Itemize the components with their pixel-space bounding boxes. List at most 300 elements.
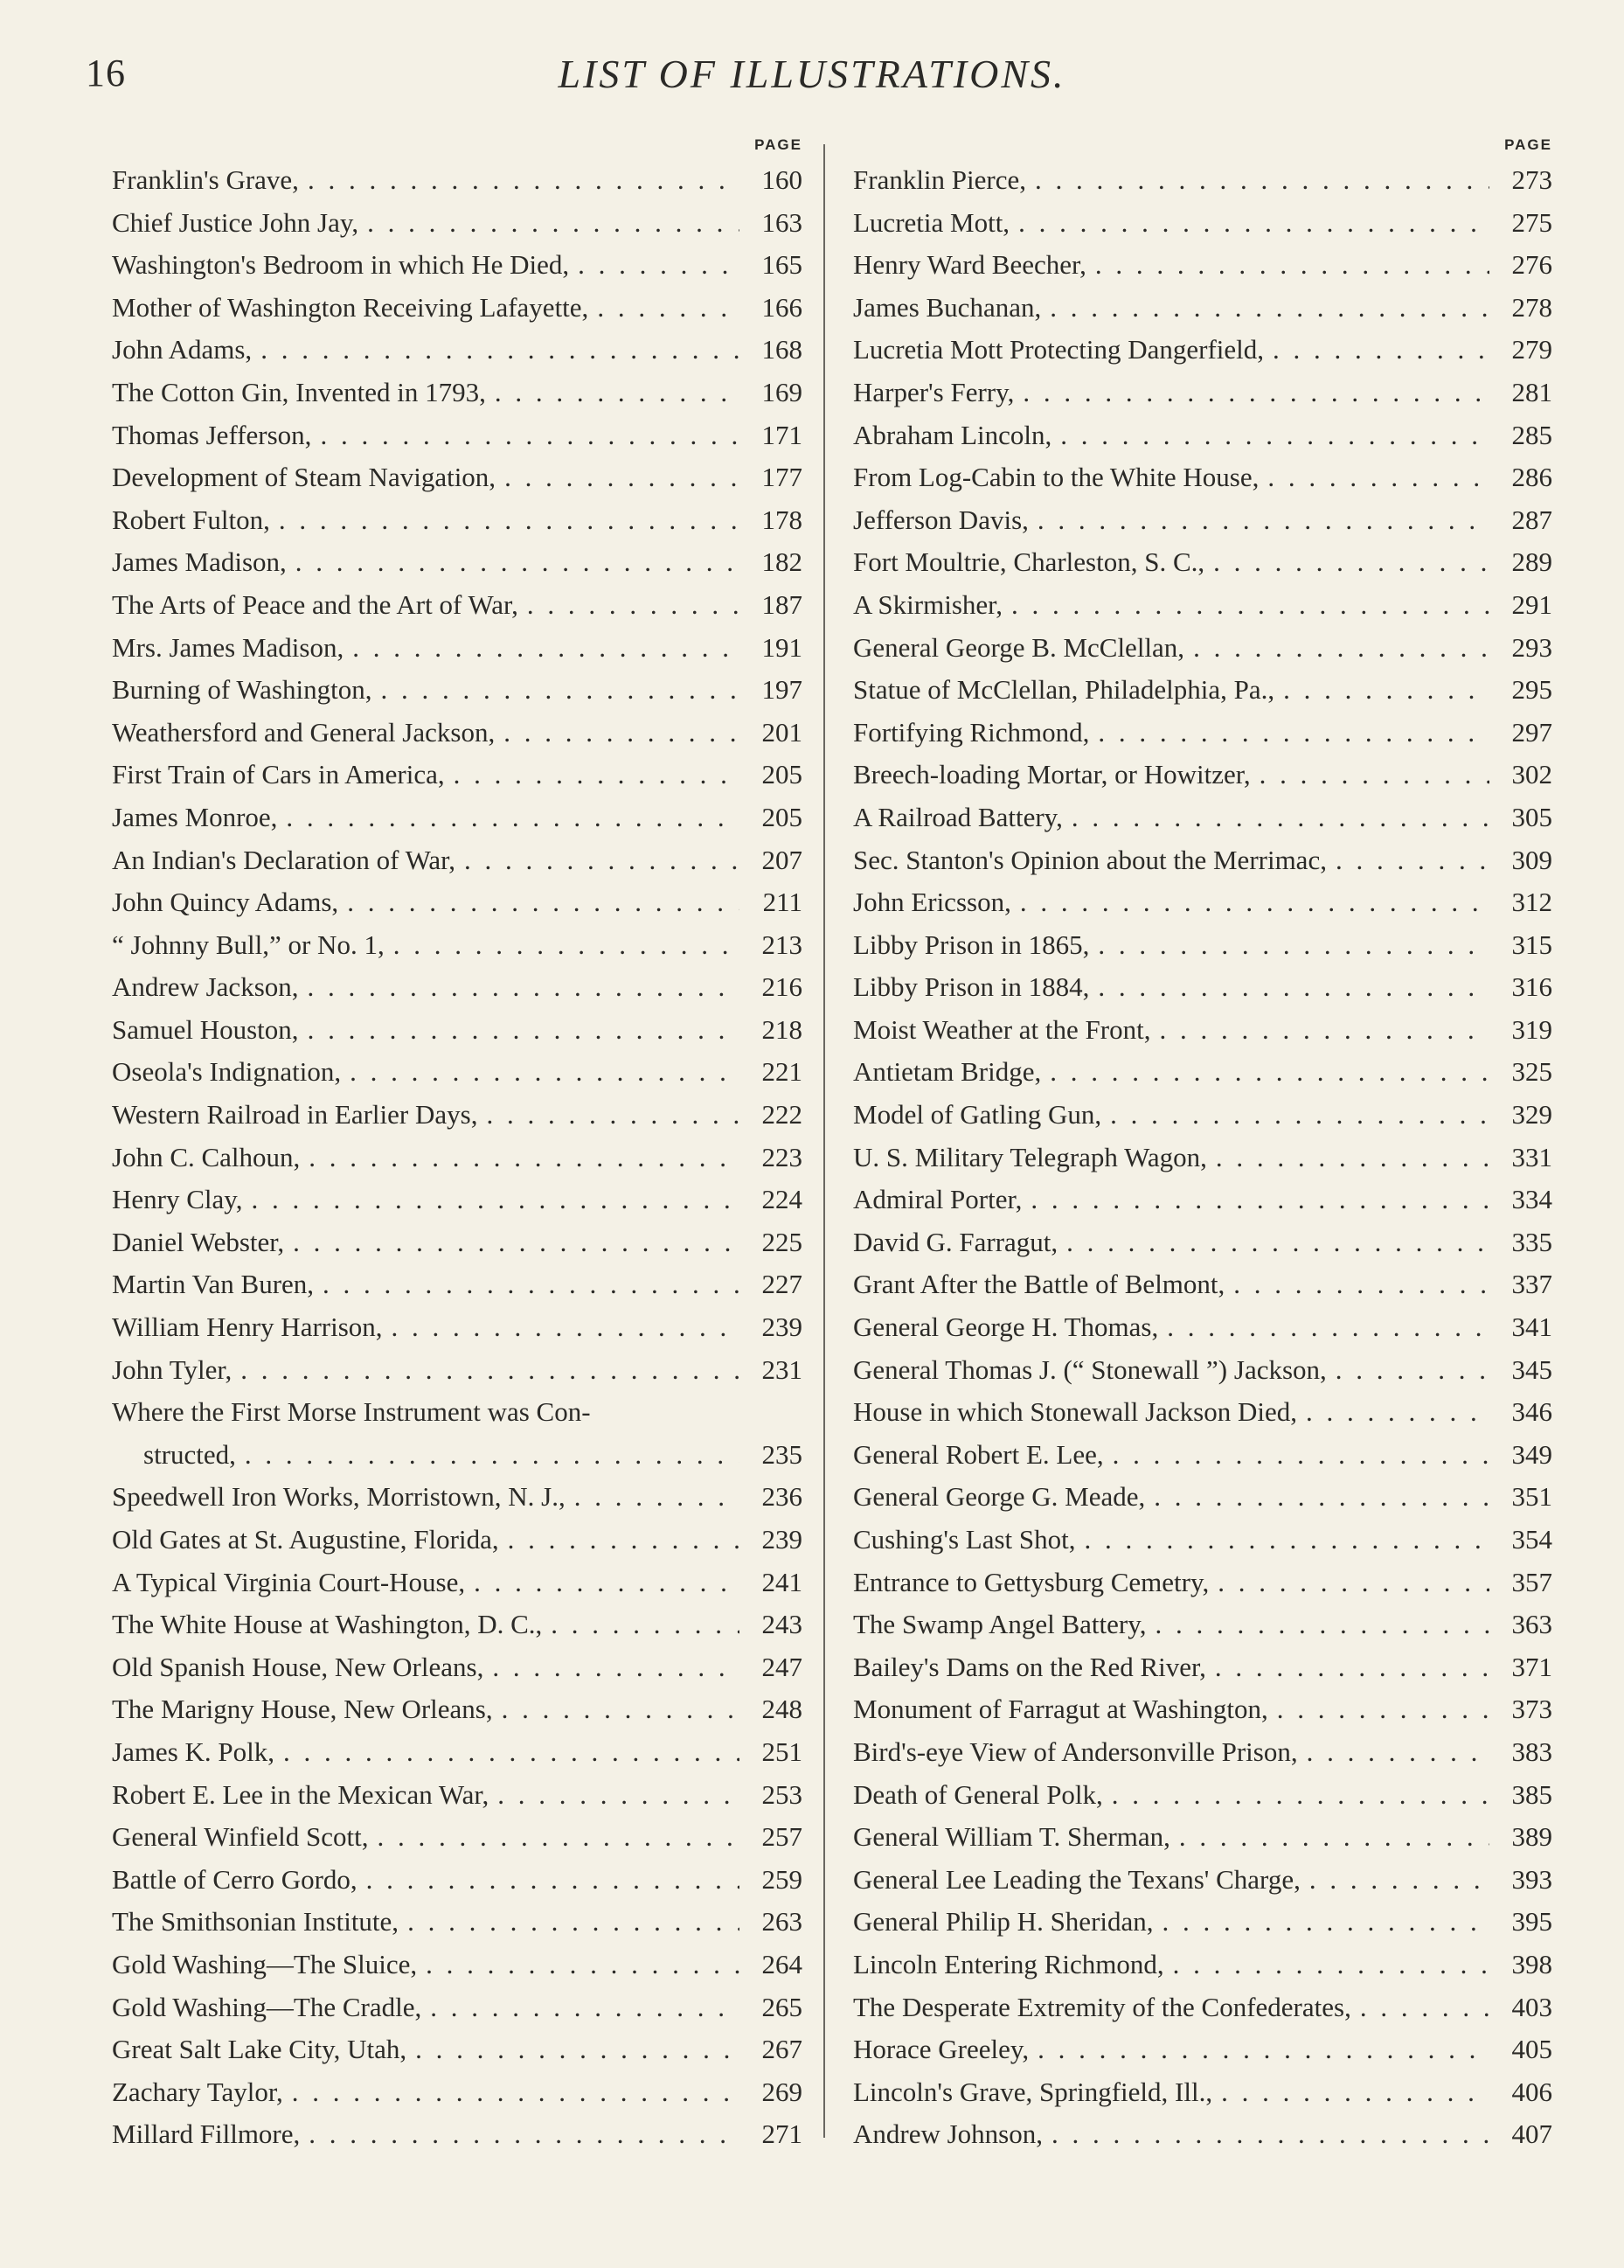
entry-title: General Robert E. Lee, (853, 1438, 1104, 1470)
entry-title: Zachary Taylor, (112, 2076, 283, 2107)
entry-title: Old Spanish House, New Orleans, (112, 1651, 484, 1682)
entry-title: “ Johnny Bull,” or No. 1, (112, 929, 385, 960)
dot-leader (489, 1774, 739, 1817)
dot-leader (1170, 1816, 1489, 1859)
entry-title: Statue of McClellan, Philadelphia, Pa., (853, 674, 1275, 706)
entry-title: A Typical Virginia Court-House, (112, 1566, 466, 1597)
dot-leader (495, 712, 739, 755)
illustration-entry (112, 1009, 802, 1052)
illustration-entry (853, 1434, 1552, 1477)
dot-leader (1298, 1731, 1489, 1774)
dot-leader (274, 1731, 739, 1774)
entry-page-number: 334 (1511, 1184, 1552, 1215)
entry-title: Washington's Bedroom in which He Died, (112, 249, 570, 281)
entry-title: General Winfield Scott, (112, 1821, 369, 1853)
entry-title: Development of Steam Navigation, (112, 462, 496, 493)
entry-page-number: 309 (1511, 844, 1552, 875)
entry-title: The Arts of Peace and the Art of War, (112, 588, 518, 620)
illustration-entry (112, 1986, 802, 2029)
entry-title: A Skirmisher, (853, 588, 1003, 620)
dot-leader (566, 1476, 739, 1519)
entry-title: Abraham Lincoln, (853, 419, 1052, 450)
entry-page-number: 165 (761, 249, 802, 281)
entry-page-number: 178 (761, 504, 802, 535)
entry-page-number: 191 (761, 631, 802, 663)
entry-page-number: 197 (761, 674, 802, 706)
entry-title: Fortifying Richmond, (853, 716, 1090, 748)
entry-page-number: 269 (761, 2076, 802, 2107)
illustration-entry (112, 202, 802, 245)
entry-title: Lincoln's Grave, Springfield, Ill., (853, 2076, 1213, 2107)
page-number: 16 (86, 52, 126, 94)
dot-leader (287, 541, 739, 584)
dot-leader (1146, 1604, 1489, 1646)
entry-page-number: 273 (1511, 164, 1552, 195)
dot-leader (371, 669, 739, 712)
entry-page-number: 406 (1511, 2076, 1552, 2107)
entry-title: Grant After the Battle of Belmont, (853, 1269, 1225, 1300)
entry-title: John Adams, (112, 334, 253, 365)
entry-title: Jefferson Davis, (853, 504, 1029, 535)
entry-page-number: 275 (1511, 206, 1552, 238)
entry-page-number: 231 (761, 1353, 802, 1385)
entry-page-number: 341 (1511, 1311, 1552, 1343)
entry-page-number: 335 (1511, 1226, 1552, 1257)
illustration-entry (853, 1688, 1552, 1731)
illustration-entry (853, 1221, 1552, 1264)
dot-leader (1051, 414, 1489, 457)
dot-leader (518, 584, 739, 627)
illustration-entry (112, 1859, 802, 1902)
entry-page-number: 221 (761, 1056, 802, 1088)
entry-page-number: 239 (761, 1311, 802, 1343)
dot-leader (1089, 712, 1489, 755)
entry-title: General Thomas J. (“ Stonewall ”) Jackson, (853, 1353, 1327, 1385)
dot-leader (1259, 456, 1489, 499)
dot-leader (1206, 1646, 1489, 1689)
dot-leader (1063, 797, 1489, 839)
dot-leader (1209, 1562, 1489, 1604)
entry-title: General George H. Thomas, (853, 1311, 1159, 1343)
dot-leader (1043, 2113, 1489, 2156)
illustration-entry (853, 1816, 1552, 1859)
illustration-entry (112, 712, 802, 755)
entry-page-number: 291 (1511, 588, 1552, 620)
entry-title: David G. Farragut, (853, 1226, 1058, 1257)
entry-title: Franklin's Grave, (112, 164, 299, 195)
dot-leader (1327, 1349, 1489, 1392)
entry-title: Weathersford and General Jackson, (112, 716, 496, 748)
entry-page-number: 385 (1511, 1778, 1552, 1810)
entry-page-number: 337 (1511, 1269, 1552, 1300)
illustration-entry (112, 1646, 802, 1689)
entry-page-number: 267 (761, 2034, 802, 2065)
entry-title: Entrance to Gettysburg Cemetry, (853, 1566, 1210, 1597)
dot-leader (1058, 1221, 1489, 1264)
entry-title: The Swamp Angel Battery, (853, 1609, 1147, 1640)
entry-title: Millard Fillmore, (112, 2118, 301, 2150)
illustration-entry (112, 414, 802, 457)
entry-page-number: 279 (1511, 334, 1552, 365)
illustration-entry (853, 202, 1552, 245)
entry-title: Thomas Jefferson, (112, 419, 312, 450)
entry-page-number: 201 (761, 716, 802, 748)
entry-title: Admiral Porter, (853, 1184, 1023, 1215)
dot-leader (1212, 2071, 1489, 2114)
dot-leader (1010, 202, 1489, 245)
entry-page-number: 253 (761, 1778, 802, 1810)
entry-page-number: 207 (761, 844, 802, 875)
illustration-entry (853, 1306, 1552, 1349)
dot-leader (357, 1859, 739, 1902)
illustration-entry (112, 244, 802, 287)
entry-title: General George B. McClellan, (853, 631, 1185, 663)
entry-title: General Philip H. Sheridan, (853, 1906, 1154, 1938)
entry-page-number: 264 (761, 1948, 802, 1979)
entry-page-number: 241 (761, 1566, 802, 1597)
illustration-entry (853, 1646, 1552, 1689)
dot-leader (1150, 1009, 1489, 1052)
entry-title: Chief Justice John Jay, (112, 206, 359, 238)
entry-page-number: 285 (1511, 419, 1552, 450)
entry-title: James K. Polk, (112, 1736, 274, 1767)
entry-title: Western Railroad in Earlier Days, (112, 1099, 478, 1131)
illustration-entry (112, 584, 802, 627)
entry-title: An Indian's Declaration of War, (112, 844, 455, 875)
entry-title: Horace Greeley, (853, 2034, 1030, 2065)
entry-page-number: 171 (761, 419, 802, 450)
illustration-entry (853, 1009, 1552, 1052)
entry-title: First Train of Cars in America, (112, 759, 445, 790)
illustration-entry (112, 1221, 802, 1264)
dot-leader (283, 2071, 739, 2114)
illustration-entry (853, 1137, 1552, 1179)
entry-page-number: 218 (761, 1013, 802, 1045)
entry-title: General Lee Leading the Texans' Charge, (853, 1863, 1301, 1895)
dot-leader (483, 1646, 739, 1689)
left-entry-list (112, 159, 802, 2156)
entry-title: Andrew Johnson, (853, 2118, 1043, 2150)
illustration-entry (112, 1434, 802, 1477)
dot-leader (1026, 159, 1489, 202)
entry-page-number: 223 (761, 1141, 802, 1172)
entry-title: Franklin Pierce, (853, 164, 1027, 195)
right-page-label: PAGE (1504, 136, 1552, 153)
entry-page-number: 345 (1511, 1353, 1552, 1385)
entry-page-number: 163 (761, 206, 802, 238)
dot-leader (1011, 881, 1489, 924)
dot-leader (477, 1094, 739, 1137)
illustration-entry (112, 924, 802, 967)
dot-leader (499, 1519, 739, 1562)
dot-leader (569, 244, 739, 287)
entry-title: Libby Prison in 1884, (853, 971, 1090, 1003)
dot-leader (1158, 1306, 1489, 1349)
entry-title: Sec. Stanton's Opinion about the Merrimac, (853, 844, 1327, 875)
entry-title: Breech-loading Mortar, or Howitzer, (853, 759, 1251, 790)
entry-page-number: 263 (761, 1906, 802, 1938)
left-page-label: PAGE (754, 136, 802, 153)
dot-leader (542, 1604, 739, 1646)
dot-leader (1029, 499, 1489, 542)
entry-page-number: 281 (1511, 376, 1552, 407)
entry-title: James Buchanan, (853, 291, 1042, 323)
entry-title: Mother of Washington Receiving Lafayette, (112, 291, 589, 323)
entry-title: General George G. Meade, (853, 1481, 1146, 1513)
entry-title: Andrew Jackson, (112, 971, 299, 1003)
dot-leader (1184, 627, 1489, 670)
entry-title: William Henry Harrison, (112, 1311, 383, 1343)
illustration-entry (112, 372, 802, 414)
entry-title: House in which Stonewall Jackson Died, (853, 1396, 1297, 1428)
illustration-entry (853, 456, 1552, 499)
entry-title: General William T. Sherman, (853, 1821, 1170, 1853)
illustration-entry (853, 1604, 1552, 1646)
left-column (112, 131, 802, 2156)
entry-title: Lucretia Mott Protecting Dangerfield, (853, 334, 1265, 365)
entry-page-number: 251 (761, 1736, 802, 1767)
entry-title: Burning of Washington, (112, 674, 372, 706)
entry-page-number: 276 (1511, 249, 1552, 281)
dot-leader (1264, 329, 1489, 372)
illustration-entry (853, 754, 1552, 797)
entry-page-number: 371 (1511, 1651, 1552, 1682)
dot-leader (358, 202, 739, 245)
right-column (853, 131, 1552, 2156)
entry-title: James Madison, (112, 546, 287, 578)
entry-title: John Ericsson, (853, 887, 1011, 918)
entry-page-number: 213 (761, 929, 802, 960)
illustration-entry (112, 1562, 802, 1604)
running-head: LIST OF ILLUSTRATIONS. (558, 52, 1066, 96)
illustration-entry (853, 584, 1552, 627)
entry-page-number: 216 (761, 971, 802, 1003)
illustration-entry (853, 372, 1552, 414)
illustration-entry (112, 159, 802, 202)
illustration-entry (112, 1519, 802, 1562)
entry-title: Death of General Polk, (853, 1778, 1103, 1810)
dot-leader (1101, 1094, 1489, 1137)
illustration-entry (853, 839, 1552, 882)
dot-leader (1014, 372, 1489, 414)
entry-title: Libby Prison in 1865, (853, 929, 1090, 960)
illustration-entry (853, 1944, 1552, 1986)
entry-page-number: 222 (761, 1099, 802, 1131)
dot-leader (1086, 244, 1489, 287)
entry-page-number: 211 (762, 887, 802, 918)
entry-page-number: 407 (1511, 2118, 1552, 2150)
entry-page-number: 236 (761, 1481, 802, 1513)
entry-title: Robert E. Lee in the Mexican War, (112, 1778, 489, 1810)
entry-title: Fort Moultrie, Charleston, S. C., (853, 546, 1205, 578)
entry-page-number: 278 (1511, 291, 1552, 323)
entry-page-number: 295 (1511, 674, 1552, 706)
illustration-entry (112, 1816, 802, 1859)
entry-page-number: 305 (1511, 801, 1552, 832)
dot-leader (1089, 924, 1489, 967)
illustration-entry (112, 499, 802, 542)
entry-page-number: 247 (761, 1651, 802, 1682)
dot-leader (368, 1816, 739, 1859)
entry-title: Harper's Ferry, (853, 376, 1015, 407)
entry-page-number: 349 (1511, 1438, 1552, 1470)
illustration-entry (112, 1263, 802, 1306)
entry-title: Speedwell Iron Works, Morristown, N. J., (112, 1481, 566, 1513)
illustration-entry (112, 541, 802, 584)
dot-leader (1297, 1391, 1489, 1434)
entry-title: The Desperate Extremity of the Confederates, (853, 1991, 1351, 2022)
entry-title: Battle of Cerro Gordo, (112, 1863, 357, 1895)
dot-leader (1103, 1774, 1489, 1817)
illustration-entry (112, 1476, 802, 1519)
illustration-entry (853, 881, 1552, 924)
dot-leader (383, 1306, 739, 1349)
illustration-entry (112, 2028, 802, 2071)
dot-leader (1207, 1137, 1489, 1179)
illustration-entry (853, 1094, 1552, 1137)
entry-title: John Tyler, (112, 1353, 232, 1385)
entry-page-number: 312 (1511, 887, 1552, 918)
illustration-entry (112, 1774, 802, 1817)
illustration-entry (112, 287, 802, 330)
illustration-entry (853, 414, 1552, 457)
entry-page-number: 302 (1511, 759, 1552, 790)
illustration-entry (853, 1901, 1552, 1944)
illustration-entry (853, 1519, 1552, 1562)
entry-page-number: 205 (761, 801, 802, 832)
dot-leader (314, 1263, 739, 1306)
entry-title: The Marigny House, New Orleans, (112, 1694, 493, 1725)
entry-page-number: 227 (761, 1269, 802, 1300)
dot-leader (1154, 1901, 1489, 1944)
dot-leader (299, 966, 739, 1009)
entry-page-number: 398 (1511, 1948, 1552, 1979)
entry-title: Henry Clay, (112, 1184, 243, 1215)
entry-title: The White House at Washington, D. C., (112, 1609, 543, 1640)
dot-leader (311, 414, 739, 457)
illustration-entry (853, 159, 1552, 202)
illustration-entry (112, 1179, 802, 1221)
entry-page-number: 169 (761, 376, 802, 407)
illustration-entry (112, 754, 802, 797)
column-divider (823, 144, 825, 2138)
entry-title: Old Gates at St. Augustine, Florida, (112, 1524, 499, 1555)
dot-leader (1268, 1688, 1489, 1731)
dot-leader (445, 754, 739, 797)
entry-title: John C. Calhoun, (112, 1141, 301, 1172)
illustration-entry (853, 797, 1552, 839)
illustration-entry (112, 1944, 802, 1986)
entry-page-number: 357 (1511, 1566, 1552, 1597)
dot-leader (252, 329, 739, 372)
illustration-entry (112, 1349, 802, 1392)
dot-leader (1164, 1944, 1489, 1986)
illustration-entry (853, 966, 1552, 1009)
illustration-entry (112, 627, 802, 670)
entry-page-number: 286 (1511, 462, 1552, 493)
illustration-entry (112, 1137, 802, 1179)
entry-title: Moist Weather at the Front, (853, 1013, 1151, 1045)
dot-leader (300, 2113, 739, 2156)
dot-leader (1104, 1434, 1489, 1477)
illustration-entry (112, 881, 802, 924)
illustration-entry (853, 627, 1552, 670)
entry-page-number: 363 (1511, 1609, 1552, 1640)
entry-page-number: 331 (1511, 1141, 1552, 1172)
dot-leader (1075, 1519, 1489, 1562)
entry-title: Martin Van Buren, (112, 1269, 315, 1300)
illustration-entry (112, 1901, 802, 1944)
dot-leader (486, 372, 739, 414)
entry-title: Lucretia Mott, (853, 206, 1010, 238)
entry-page-number: 239 (761, 1524, 802, 1555)
illustration-entry (853, 1859, 1552, 1902)
dot-leader (270, 499, 739, 542)
illustration-entry (853, 1562, 1552, 1604)
illustration-entry (853, 499, 1552, 542)
dot-leader (1003, 584, 1489, 627)
illustration-entry (853, 244, 1552, 287)
dot-leader (284, 1221, 739, 1264)
entry-title: Antietam Bridge, (853, 1056, 1042, 1088)
entry-title: Samuel Houston, (112, 1013, 299, 1045)
entry-page-number: 389 (1511, 1821, 1552, 1853)
illustration-entry (853, 1391, 1552, 1434)
entry-page-number: 315 (1511, 929, 1552, 960)
illustration-entry (853, 1263, 1552, 1306)
dot-leader (232, 1349, 739, 1392)
entry-title: The Smithsonian Institute, (112, 1906, 399, 1938)
entry-page-number: 243 (761, 1609, 802, 1640)
illustration-entry (112, 966, 802, 1009)
illustration-entry (853, 287, 1552, 330)
entry-page-number: 235 (761, 1438, 802, 1470)
dot-leader (1022, 1179, 1489, 1221)
illustration-entry (112, 2113, 802, 2156)
entry-title: Bailey's Dams on the Red River, (853, 1651, 1206, 1682)
illustration-entry (853, 712, 1552, 755)
dot-leader (1029, 2028, 1489, 2071)
dot-leader (1225, 1263, 1489, 1306)
illustration-entry (853, 2028, 1552, 2071)
entry-title: Bird's-eye View of Andersonville Prison, (853, 1736, 1298, 1767)
entry-page-number: 205 (761, 759, 802, 790)
entry-title: U. S. Military Telegraph Wagon, (853, 1141, 1207, 1172)
entry-page-number: 325 (1511, 1056, 1552, 1088)
dot-leader (1274, 669, 1489, 712)
illustration-entry (853, 329, 1552, 372)
illustration-entry (112, 2071, 802, 2114)
illustration-entry (853, 1986, 1552, 2029)
illustration-entry (853, 1731, 1552, 1774)
entry-page-number: 257 (761, 1821, 802, 1853)
entry-page-number: 297 (1511, 716, 1552, 748)
entry-page-number: 225 (761, 1226, 802, 1257)
dot-leader (1145, 1476, 1489, 1519)
entry-page-number: 177 (761, 462, 802, 493)
dot-leader (493, 1688, 739, 1731)
illustration-entry (853, 1051, 1552, 1094)
entry-title: Oseola's Indignation, (112, 1056, 342, 1088)
entry-page-number: 329 (1511, 1099, 1552, 1131)
dot-leader (344, 627, 739, 670)
illustration-entry (853, 1179, 1552, 1221)
illustration-entry (112, 329, 802, 372)
illustration-entry (112, 1094, 802, 1137)
entry-title: From Log-Cabin to the White House, (853, 462, 1260, 493)
dot-leader (465, 1562, 739, 1604)
entry-page-number: 160 (761, 164, 802, 195)
